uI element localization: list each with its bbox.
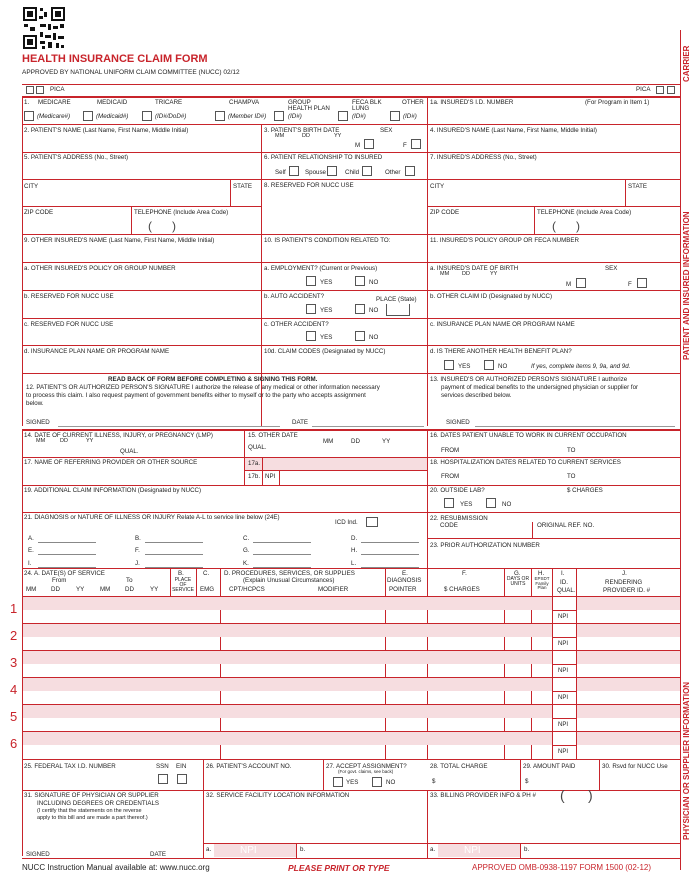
carrier-label: CARRIER [682, 45, 691, 82]
box24-qual: QUAL. [557, 587, 576, 594]
place-state-input[interactable] [386, 304, 410, 316]
rel-spouse: Spouse [305, 169, 326, 176]
box1a-label: 1a. INSURED'S I.D. NUMBER [430, 99, 514, 106]
other-checkbox[interactable] [390, 111, 400, 121]
box9-label: 9. OTHER INSURED'S NAME (Last Name, First Name, Middle Initial) [24, 237, 215, 244]
box18-from: FROM [441, 473, 460, 480]
line-6-number: 6 [10, 736, 18, 751]
box7-label: 7. INSURED'S ADDRESS (No., Street) [430, 154, 537, 161]
box10-label: 10. IS PATIENT'S CONDITION RELATED TO: [264, 237, 391, 244]
box3-label: 3. PATIENT'S BIRTH DATE [264, 127, 340, 134]
box22-label: 22. RESUBMISSION [430, 515, 488, 522]
box13-signed: SIGNED [446, 419, 470, 426]
diag-f: F. [135, 547, 140, 554]
box11c-label: c. INSURANCE PLAN NAME OR PROGRAM NAME [430, 321, 575, 328]
box18-to: TO [567, 473, 576, 480]
box4-label: 4. INSURED'S NAME (Last Name, First Name, Middle Initial) [430, 127, 597, 134]
box11d-label: d. IS THERE ANOTHER HEALTH BENEFIT PLAN? [430, 348, 572, 355]
line-5-number: 5 [10, 709, 18, 724]
box31-line1: 31. SIGNATURE OF PHYSICIAN OR SUPPLIER [24, 792, 159, 799]
box15-dd: DD [351, 438, 360, 445]
icd-ind-input[interactable] [366, 517, 378, 527]
box8-label: 8. RESERVED FOR NUCC USE [264, 182, 354, 189]
diag-l: L. [351, 560, 357, 567]
employment-yes: YES [320, 279, 333, 286]
box17a-label: 17a. [248, 460, 261, 467]
box11a-yy: YY [490, 271, 498, 277]
other-id: (ID#) [403, 113, 417, 120]
box33-label: 33. BILLING PROVIDER INFO & PH # [430, 792, 536, 799]
other-accident-yes: YES [320, 334, 333, 341]
box29-dollar: $ [525, 778, 529, 785]
box33-npi-watermark: NPI [464, 845, 481, 856]
other-plan-yes: YES [458, 363, 471, 370]
box13-line1: 13. INSURED'S OR AUTHORIZED PERSON'S SIGNATURE I authorize [430, 376, 628, 383]
box28-dollar: $ [432, 778, 436, 785]
ein-checkbox[interactable] [177, 774, 187, 784]
diag-j: J. [135, 560, 140, 567]
diag-i: I. [28, 560, 32, 567]
medicare-checkbox[interactable] [24, 111, 34, 121]
medicaid-id: (Medicaid#) [96, 113, 129, 120]
box3-dd: DD [302, 133, 310, 139]
diag-a: A. [28, 535, 34, 542]
line-2-npi: NPI [558, 641, 569, 647]
employment-yes-checkbox[interactable] [306, 276, 316, 286]
other-label: OTHER [402, 99, 424, 106]
box11a-f: F [628, 281, 632, 288]
patient-city-label: CITY [24, 183, 39, 190]
footer-print: PLEASE PRINT OR TYPE [288, 863, 390, 873]
box24-from-yy: YY [76, 586, 85, 593]
assignment-yes: YES [346, 779, 359, 786]
box32-label: 32. SERVICE FACILITY LOCATION INFORMATION [206, 792, 350, 799]
other-plan-yes-checkbox[interactable] [444, 360, 454, 370]
box24-provider: PROVIDER ID. # [603, 587, 651, 594]
box24-id: ID. [560, 579, 568, 586]
insured-phone-paren: ( ) [552, 219, 580, 233]
box9c-label: c. RESERVED FOR NUCC USE [24, 321, 114, 328]
rel-self-checkbox[interactable] [289, 166, 299, 176]
box25-ssn: SSN [156, 763, 169, 770]
tricare-checkbox[interactable] [142, 111, 152, 121]
other-plan-note: If yes, complete items 9, 9a, and 9d. [531, 363, 631, 370]
rel-other-checkbox[interactable] [405, 166, 415, 176]
ssn-checkbox[interactable] [158, 774, 168, 784]
form-title: HEALTH INSURANCE CLAIM FORM [22, 53, 208, 65]
box24-pointer: POINTER [389, 586, 417, 593]
box24-i: I. [561, 570, 565, 577]
diag-d: D. [351, 535, 358, 542]
box14-dd: DD [60, 438, 68, 444]
patient-zip-label: ZIP CODE [24, 209, 54, 216]
readback-notice: READ BACK OF FORM BEFORE COMPLETING & SIGNING THIS FORM. [108, 376, 318, 383]
outside-lab-yes-checkbox[interactable] [444, 498, 454, 508]
diag-b: B. [135, 535, 141, 542]
box24-cpt: CPT/HCPCS [229, 586, 265, 593]
box17-label: 17. NAME OF REFERRING PROVIDER OR OTHER SOURCE [24, 459, 198, 466]
box24-place: PLACE OF SERVICE [172, 577, 194, 593]
box33-b: b. [524, 846, 530, 853]
box18-label: 18. HOSPITALIZATION DATES RELATED TO CURRENT SERVICES [430, 459, 621, 466]
box14-label: 14. DATE OF CURRENT ILLNESS, INJURY, or PREGNANCY (LMP) [24, 432, 213, 439]
group-health-plan-label: GROUP HEALTH PLAN [288, 99, 330, 113]
rel-child: Child [345, 169, 360, 176]
box31-line3: (I certify that the statements on the reverse [37, 808, 142, 814]
other-plan-no-checkbox[interactable] [484, 360, 494, 370]
box1-number: 1. [24, 99, 30, 106]
box32-npi-watermark: NPI [240, 845, 257, 856]
patient-sex-m-checkbox[interactable] [364, 139, 374, 149]
auto-yes-checkbox[interactable] [306, 304, 316, 314]
box24-a: 24. A. DATE(S) OF SERVICE [24, 570, 105, 577]
employment-no-checkbox[interactable] [355, 276, 365, 286]
pica-left: PICA [50, 86, 65, 93]
box11a-dd: DD [462, 271, 470, 277]
box11b-label: b. OTHER CLAIM ID (Designated by NUCC) [430, 293, 553, 300]
box15-yy: YY [382, 438, 391, 445]
box5-label: 5. PATIENT'S ADDRESS (No., Street) [24, 154, 129, 161]
box32-a: a. [206, 846, 212, 853]
patient-state-label: STATE [233, 183, 253, 190]
box13-line3: services described below. [441, 392, 512, 399]
box20-label: 20. OUTSIDE LAB? [430, 487, 485, 494]
box11a-m: M [566, 281, 572, 288]
line-4-npi: NPI [558, 695, 569, 701]
box13-line2: payment of medical benefits to the undersigned physician or supplier for [441, 384, 639, 391]
feca-id: (ID#) [352, 113, 366, 120]
box25-ein: EIN [176, 763, 187, 770]
box9b-label: b. RESERVED FOR NUCC USE [24, 293, 114, 300]
outside-lab-yes: YES [460, 501, 473, 508]
patient-phone-paren: ( ) [148, 219, 176, 233]
pica-right-checkbox[interactable] [656, 86, 664, 94]
box24-to-yy: YY [150, 586, 159, 593]
pica-left-checkbox[interactable] [26, 86, 34, 94]
champva-label: CHAMPVA [229, 99, 260, 106]
auto-yes: YES [320, 307, 333, 314]
box10c-label: c. OTHER ACCIDENT? [264, 321, 329, 328]
auto-no-checkbox[interactable] [355, 304, 365, 314]
champva-checkbox[interactable] [215, 111, 225, 121]
box3-f: F [403, 142, 407, 149]
footer-nucc: NUCC Instruction Manual available at: www.nucc.org [22, 863, 210, 872]
box6-label: 6. PATIENT RELATIONSHIP TO INSURED [264, 154, 383, 161]
employment-no: NO [369, 279, 379, 286]
box15-qual: QUAL. [248, 444, 267, 451]
box24-days: DAYS OR UNITS [506, 576, 530, 587]
box20-charges: $ CHARGES [567, 487, 603, 494]
box16-from: FROM [441, 447, 460, 454]
box28-label: 28. TOTAL CHARGE [430, 763, 488, 770]
box11a-label: a. INSURED'S DATE OF BIRTH [430, 265, 519, 272]
line-3-npi: NPI [558, 668, 569, 674]
box14-qual: QUAL. [120, 448, 139, 455]
box19-label: 19. ADDITIONAL CLAIM INFORMATION (Designated by NUCC) [24, 487, 202, 494]
patient-telephone-label: TELEPHONE (Include Area Code) [134, 209, 229, 216]
box24-from-dd: DD [51, 586, 60, 593]
box1a-note: (For Program in Item 1) [585, 99, 650, 106]
box21-label: 21. DIAGNOSIS or NATURE OF ILLNESS OR INJURY Relate A-L to service line below (24E) [24, 514, 280, 521]
patient-side-label: PATIENT AND INSURED INFORMATION [682, 211, 691, 360]
tricare-id: (ID#/DoD#) [155, 113, 187, 120]
box24-d: D. PROCEDURES, SERVICES, OR SUPPLIES [224, 570, 355, 577]
box11a-sex: SEX [605, 265, 618, 272]
box33-a: a. [430, 846, 436, 853]
qr-code [22, 6, 66, 50]
feca-label: FECA BLK LUNG [352, 99, 382, 113]
box16-label: 16. DATES PATIENT UNABLE TO WORK IN CURRENT OCCUPATION [430, 432, 627, 439]
box24-to-dd: DD [125, 586, 134, 593]
rel-self: Self [275, 169, 286, 176]
box17b-label: 17b. [248, 473, 261, 480]
box17b-npi: NPI [265, 473, 276, 480]
pica-right-checkbox-2[interactable] [667, 86, 675, 94]
line-2-number: 2 [10, 628, 18, 643]
box24-rendering: RENDERING [605, 579, 643, 586]
box24-to: To [126, 577, 133, 584]
rel-spouse-checkbox[interactable] [327, 166, 337, 176]
diag-c: C. [243, 535, 250, 542]
box3-yy: YY [334, 133, 342, 139]
feca-checkbox[interactable] [338, 111, 348, 121]
medicare-id: (Medicare#) [37, 113, 71, 120]
box24-to-mm: MM [100, 586, 111, 593]
patient-sex-f-checkbox[interactable] [411, 139, 421, 149]
footer-omb: APPROVED OMB-0938-1197 FORM 1500 (02-12) [472, 863, 652, 872]
medicaid-checkbox[interactable] [83, 111, 93, 121]
assignment-no: NO [386, 779, 396, 786]
rel-other: Other [385, 169, 401, 176]
box24-h: H. [538, 570, 545, 577]
approved-by: APPROVED BY NATIONAL UNIFORM CLAIM COMMITTEE (NUCC) 02/12 [22, 69, 240, 76]
tricare-label: TRICARE [155, 99, 183, 106]
insured-zip-label: ZIP CODE [430, 209, 460, 216]
box25-label: 25. FEDERAL TAX I.D. NUMBER [24, 763, 116, 770]
assignment-yes-checkbox[interactable] [333, 777, 343, 787]
box24-emg: EMG [200, 586, 215, 593]
group-health-checkbox[interactable] [274, 111, 284, 121]
box12-line2: to process this claim. I also request payment of government benefits either to myself or to the party who accepts assignment [26, 392, 366, 399]
box15-mm: MM [323, 438, 334, 445]
box24-modifier: MODIFIER [318, 586, 349, 593]
box24-epsdt: EPSDT Family Plan [534, 576, 550, 590]
box31-line2: INCLUDING DEGREES OR CREDENTIALS [37, 800, 160, 807]
box27-label: 27. ACCEPT ASSIGNMENT? [326, 763, 407, 770]
line-1-number: 1 [10, 601, 18, 616]
box24-g: G. [514, 570, 521, 577]
box30-label: 30. Rsvd for NUCC Use [602, 763, 668, 770]
box10a-label: a. EMPLOYMENT? (Current or Previous) [264, 265, 378, 272]
box16-to: TO [567, 447, 576, 454]
diag-h: H. [351, 547, 358, 554]
box26-label: 26. PATIENT'S ACCOUNT NO. [206, 763, 292, 770]
box24-b: B. [178, 570, 184, 577]
medicare-label: MEDICARE [38, 99, 71, 106]
box24-charges: $ CHARGES [444, 586, 480, 593]
insured-telephone-label: TELEPHONE (Include Area Code) [537, 209, 632, 216]
box27-note: (For govt. claims, see back) [338, 769, 394, 774]
insured-sex-m-checkbox[interactable] [576, 278, 586, 288]
box23-label: 23. PRIOR AUTHORIZATION NUMBER [430, 542, 540, 549]
pica-right: PICA [636, 86, 651, 93]
outside-lab-no-checkbox[interactable] [486, 498, 496, 508]
box9d-label: d. INSURANCE PLAN NAME OR PROGRAM NAME [24, 348, 170, 355]
box24-c: C. [203, 570, 210, 577]
box12-date: DATE [292, 419, 309, 426]
box22-orig: ORIGINAL REF. NO. [537, 522, 595, 529]
box11-label: 11. INSURED'S POLICY GROUP OR FECA NUMBER [430, 237, 580, 244]
group-health-id: (ID#) [288, 113, 302, 120]
box22-code: CODE [440, 522, 458, 529]
diag-e: E. [28, 547, 34, 554]
box3-m: M [355, 142, 361, 149]
medicaid-label: MEDICAID [97, 99, 128, 106]
diag-g: G. [243, 547, 250, 554]
insured-city-label: CITY [430, 183, 445, 190]
box24-e: E. [402, 570, 408, 577]
box10b-place: PLACE (State) [376, 296, 417, 303]
box24-d2: (Explain Unusual Circumstances) [243, 577, 335, 584]
line-4-number: 4 [10, 682, 18, 697]
box12-line3: below. [26, 400, 44, 407]
box3-sex: SEX [380, 127, 393, 134]
assignment-no-checkbox[interactable] [372, 777, 382, 787]
box24-j: J. [622, 570, 627, 577]
box29-label: 29. AMOUNT PAID [523, 763, 576, 770]
box2-label: 2. PATIENT'S NAME (Last Name, First Name, Middle Initial) [24, 127, 189, 134]
other-accident-no: NO [369, 334, 379, 341]
box12-line1: 12. PATIENT'S OR AUTHORIZED PERSON'S SIGNATURE I authorize the release of any medical or other information necessary [26, 384, 380, 391]
box33-phone-paren: ( ) [560, 787, 593, 803]
box9a-label: a. OTHER INSURED'S POLICY OR GROUP NUMBER [24, 265, 176, 272]
box31-signed: SIGNED [26, 851, 50, 858]
outside-lab-no: NO [502, 501, 512, 508]
line-5-npi: NPI [558, 722, 569, 728]
box31-line4: apply to this bill and are made a part thereof.) [37, 815, 148, 821]
line-6-npi: NPI [558, 749, 569, 755]
box24-f: F. [462, 570, 467, 577]
line-3-number: 3 [10, 655, 18, 670]
box15-label: 15. OTHER DATE [248, 432, 298, 439]
rel-child-checkbox[interactable] [362, 166, 372, 176]
box3-mm: MM [275, 133, 285, 139]
pica-left-checkbox-2[interactable] [36, 86, 44, 94]
line-1-npi: NPI [558, 614, 569, 620]
box10d-label: 10d. CLAIM CODES (Designated by NUCC) [264, 348, 386, 355]
box32-b: b. [300, 846, 306, 853]
box14-mm: MM [36, 438, 46, 444]
insured-state-label: STATE [628, 183, 648, 190]
box14-yy: YY [86, 438, 94, 444]
insured-sex-f-checkbox[interactable] [637, 278, 647, 288]
box24-diag: DIAGNOSIS [387, 577, 422, 584]
other-accident-yes-checkbox[interactable] [306, 331, 316, 341]
box12-signed: SIGNED [26, 419, 50, 426]
auto-no: NO [369, 307, 379, 314]
physician-side-label: PHYSICIAN OR SUPPLIER INFORMATION [682, 681, 691, 840]
other-accident-no-checkbox[interactable] [355, 331, 365, 341]
box24-from-mm: MM [26, 586, 37, 593]
box11a-mm: MM [440, 271, 450, 277]
box31-date: DATE [150, 851, 167, 858]
diag-k: K. [243, 560, 249, 567]
champva-id: (Member ID#) [228, 113, 267, 120]
other-plan-no: NO [498, 363, 508, 370]
box10b-label: b. AUTO ACCIDENT? [264, 293, 325, 300]
box21-icd: ICD Ind. [335, 519, 358, 526]
box24-from: From [52, 577, 67, 584]
